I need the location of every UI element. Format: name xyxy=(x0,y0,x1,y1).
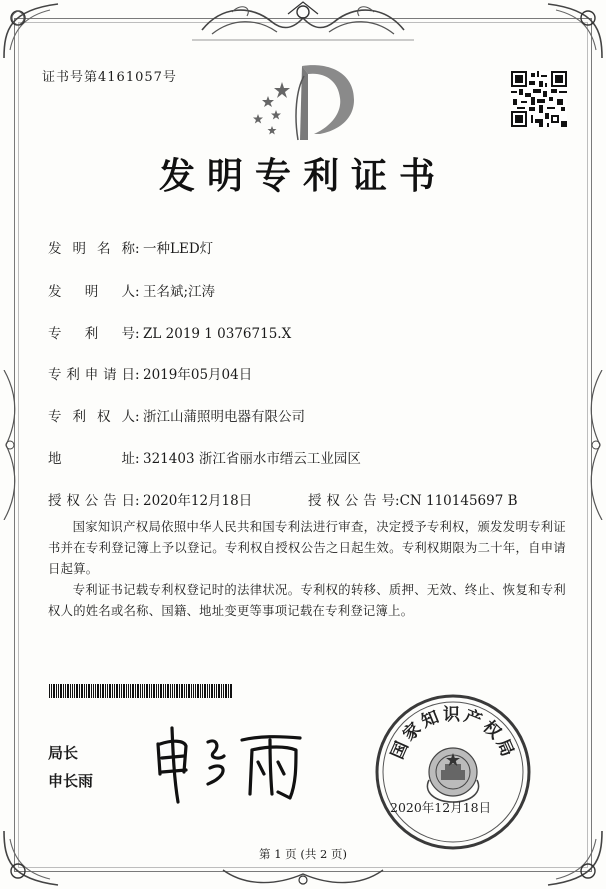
field-label: 发明名称 xyxy=(48,241,135,257)
side-ornament-right xyxy=(584,370,606,520)
cnipa-emblem-icon xyxy=(244,60,362,144)
field-value: 一种LED灯 xyxy=(143,241,214,257)
field-filing-date: 专利申请日: 2019年05月04日 xyxy=(48,363,252,383)
qr-code-icon xyxy=(511,71,567,127)
field-value: ZL 2019 1 0376715.X xyxy=(143,326,292,342)
field-value: 2020年12月18日 xyxy=(143,493,253,509)
statement-paragraph-2: 专利证书记载专利权登记时的法律状况。专利权的转移、质押、无效、终止、恢复和专利权人的姓名或名称、国籍、地址变更等事项记载在专利登记簿上。 xyxy=(48,583,566,618)
field-label: 授权公告号 xyxy=(308,493,395,509)
corner-ornament-top-left xyxy=(0,0,62,62)
page-number: 第 1 页 (共 2 页) xyxy=(259,847,347,861)
field-value: 321403 浙江省丽水市缙云工业园区 xyxy=(143,451,361,467)
field-address: 地 址: 321403 浙江省丽水市缙云工业园区 xyxy=(48,447,361,467)
top-ornament xyxy=(192,0,414,44)
corner-ornament-top-right xyxy=(544,0,606,62)
director-title: 局长 xyxy=(48,744,79,762)
director-signature xyxy=(150,722,310,807)
certificate-number: 证书号第4161057号 xyxy=(42,70,177,85)
bottom-ornament xyxy=(215,864,391,889)
field-value: 2019年05月04日 xyxy=(143,367,253,383)
seal-text: 国家知识产权局 xyxy=(387,705,519,763)
field-label: 地 址 xyxy=(48,451,135,467)
seal-date: 2020年12月18日 xyxy=(390,800,492,815)
field-grant-number: 授权公告号:CN 110145697 B xyxy=(308,489,518,509)
certificate-title: 发明专利证书 xyxy=(158,155,447,197)
director-name: 申长雨 xyxy=(48,772,94,790)
field-label: 专利申请日 xyxy=(48,367,135,383)
statement-paragraph-1: 国家知识产权局依照中华人民共和国专利法进行审查，决定授予专利权，颁发发明专利证书并在专利登记簿上予以登记。专利权自授权公告之日起生效。专利权期限为二十年，自申请日起算。 xyxy=(48,520,566,576)
field-label: 专利权人 xyxy=(48,409,135,425)
field-grant-date: 授权公告日: 2020年12月18日 xyxy=(48,489,252,509)
field-label: 专 利 号 xyxy=(48,326,135,342)
field-inventors: 发 明 人: 王名斌;江涛 xyxy=(48,280,215,300)
field-value: CN 110145697 B xyxy=(399,493,518,509)
barcode-icon xyxy=(49,684,232,698)
field-invention-name: 发明名称: 一种LED灯 xyxy=(48,237,213,257)
field-patent-number: 专 利 号: ZL 2019 1 0376715.X xyxy=(48,322,291,342)
field-value: 王名斌;江涛 xyxy=(143,284,216,300)
field-value: 浙江山蒲照明电器有限公司 xyxy=(143,409,305,425)
field-patentee: 专利权人: 浙江山蒲照明电器有限公司 xyxy=(48,405,305,425)
side-ornament-left xyxy=(0,370,22,520)
field-label: 授权公告日 xyxy=(48,493,135,509)
field-label: 发 明 人 xyxy=(48,284,135,300)
official-seal-stamp xyxy=(373,692,533,852)
